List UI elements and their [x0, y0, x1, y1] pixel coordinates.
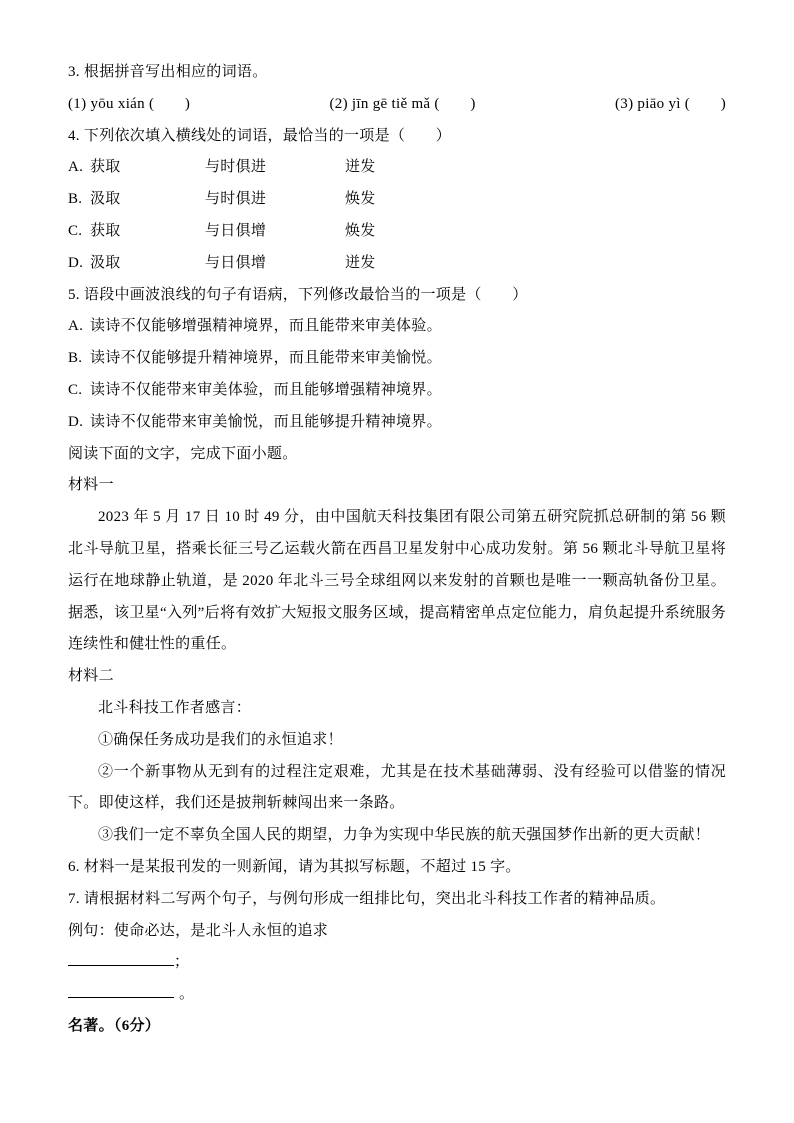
option-text: 读诗不仅能够增强精神境界，而且能带来审美体验。 [90, 318, 442, 335]
blank-2-punctuation: 。 [179, 986, 195, 1003]
material-2-label: 材料二 [68, 668, 114, 685]
option-word-1: 汲取 [90, 191, 121, 208]
option-letter: B. [68, 191, 83, 208]
material-1-label: 材料一 [68, 477, 114, 494]
option-text: 读诗不仅能够提升精神境界，而且能带来审美愉悦。 [90, 350, 442, 367]
option-word-3: 焕发 [345, 222, 376, 239]
famous-works-section-heading: 名著。（6分） [68, 1017, 161, 1034]
question-4-option-d [68, 248, 726, 280]
pinyin-item-1: (1) yōu xián ( ) [68, 95, 191, 112]
answer-blank-line-1 [68, 952, 174, 967]
question-4-option-a [68, 152, 726, 184]
question-4-option-c [68, 216, 726, 248]
question-7-stem: 7. 请根据材料二写两个句子，与例句形成一组排比句，突出北斗科技工作者的精神品质。 [68, 890, 666, 907]
pinyin-item-3: (3) piāo yì ( ) [614, 95, 726, 112]
option-letter: B. [68, 350, 83, 367]
option-word-1: 获取 [90, 222, 121, 239]
reading-intro: 阅读下面的文字，完成下面小题。 [68, 445, 298, 462]
answer-blank-row-1 [68, 947, 726, 979]
question-5-option-c [68, 375, 726, 407]
question-5-stem: 5. 语段中画波浪线的句子有语病，下列修改最恰当的一项是（ ） [68, 286, 528, 303]
question-4-option-b [68, 184, 726, 216]
pinyin-item-2: (2) jīn gē tiě mǎ ( ) [329, 95, 476, 112]
option-word-1: 汲取 [90, 254, 121, 271]
material-1-paragraph: 2023 年 5 月 17 日 10 时 49 分，由中国航天科技集团有限公司第五研究院抓总研制的第 56 颗北斗导航卫星，搭乘长征三号乙运载火箭在西昌卫星发射中心成功发射。第 56 颗北斗导航卫星将运行在地球静止轨道，是 2020 年北斗三号全球组网以来发射的首颗也是唯一一颗高轨备份卫星。据悉，该卫星“入列”后将有效扩大短报文服务区域，提高精密单点定位能力，肩负起提升系统服务连续性和健壮性的重任。 [68, 509, 726, 653]
option-letter: D. [68, 254, 84, 271]
answer-blank-line-2 [68, 984, 174, 999]
option-letter: C. [68, 222, 83, 239]
option-word-2: 与日俱增 [205, 254, 267, 271]
option-word-2: 与日俱增 [205, 222, 267, 239]
answer-blank-row-2 [68, 979, 726, 1011]
question-3-stem: 3. 根据拼音写出相应的词语。 [68, 64, 268, 80]
option-word-1: 获取 [90, 159, 121, 176]
question-5-option-a [68, 311, 726, 343]
option-text: 读诗不仅能带来审美愉悦，而且能够提升精神境界。 [90, 413, 442, 430]
question-5-option-b [68, 343, 726, 375]
option-letter: A. [68, 318, 84, 335]
question-7-example: 例句：使命必达，是北斗人永恒的追求 [68, 922, 329, 939]
material-2-item-3: ③我们一定不辜负全国人民的期望，力争为实现中华民族的航天强国梦作出新的更大贡献！ [98, 827, 711, 844]
option-word-2: 与时俱进 [205, 191, 267, 208]
question-6-stem: 6. 材料一是某报刊发的一则新闻，请为其拟写标题，不超过 15 字。 [68, 858, 521, 875]
material-2-intro: 北斗科技工作者感言： [98, 699, 252, 716]
option-word-3: 迸发 [345, 159, 376, 176]
material-2-item-1: ①确保任务成功是我们的永恒追求！ [98, 731, 343, 748]
pinyin-row [68, 89, 726, 121]
option-letter: C. [68, 381, 83, 398]
option-text: 读诗不仅能带来审美体验，而且能够增强精神境界。 [90, 381, 442, 398]
option-word-2: 与时俱进 [205, 159, 267, 176]
option-word-3: 焕发 [345, 191, 376, 208]
blank-1-punctuation: ； [174, 954, 190, 971]
option-word-3: 迸发 [345, 254, 376, 271]
question-5-option-d [68, 407, 726, 439]
option-letter: A. [68, 159, 84, 176]
option-letter: D. [68, 413, 84, 430]
material-2-item-2: ②一个新事物从无到有的过程注定艰难，尤其是在技术基础薄弱、没有经验可以借鉴的情况下。即使这样，我们还是披荆斩棘闯出来一条路。 [68, 763, 726, 812]
question-4-stem: 4. 下列依次填入横线处的词语，最恰当的一项是（ ） [68, 127, 452, 144]
